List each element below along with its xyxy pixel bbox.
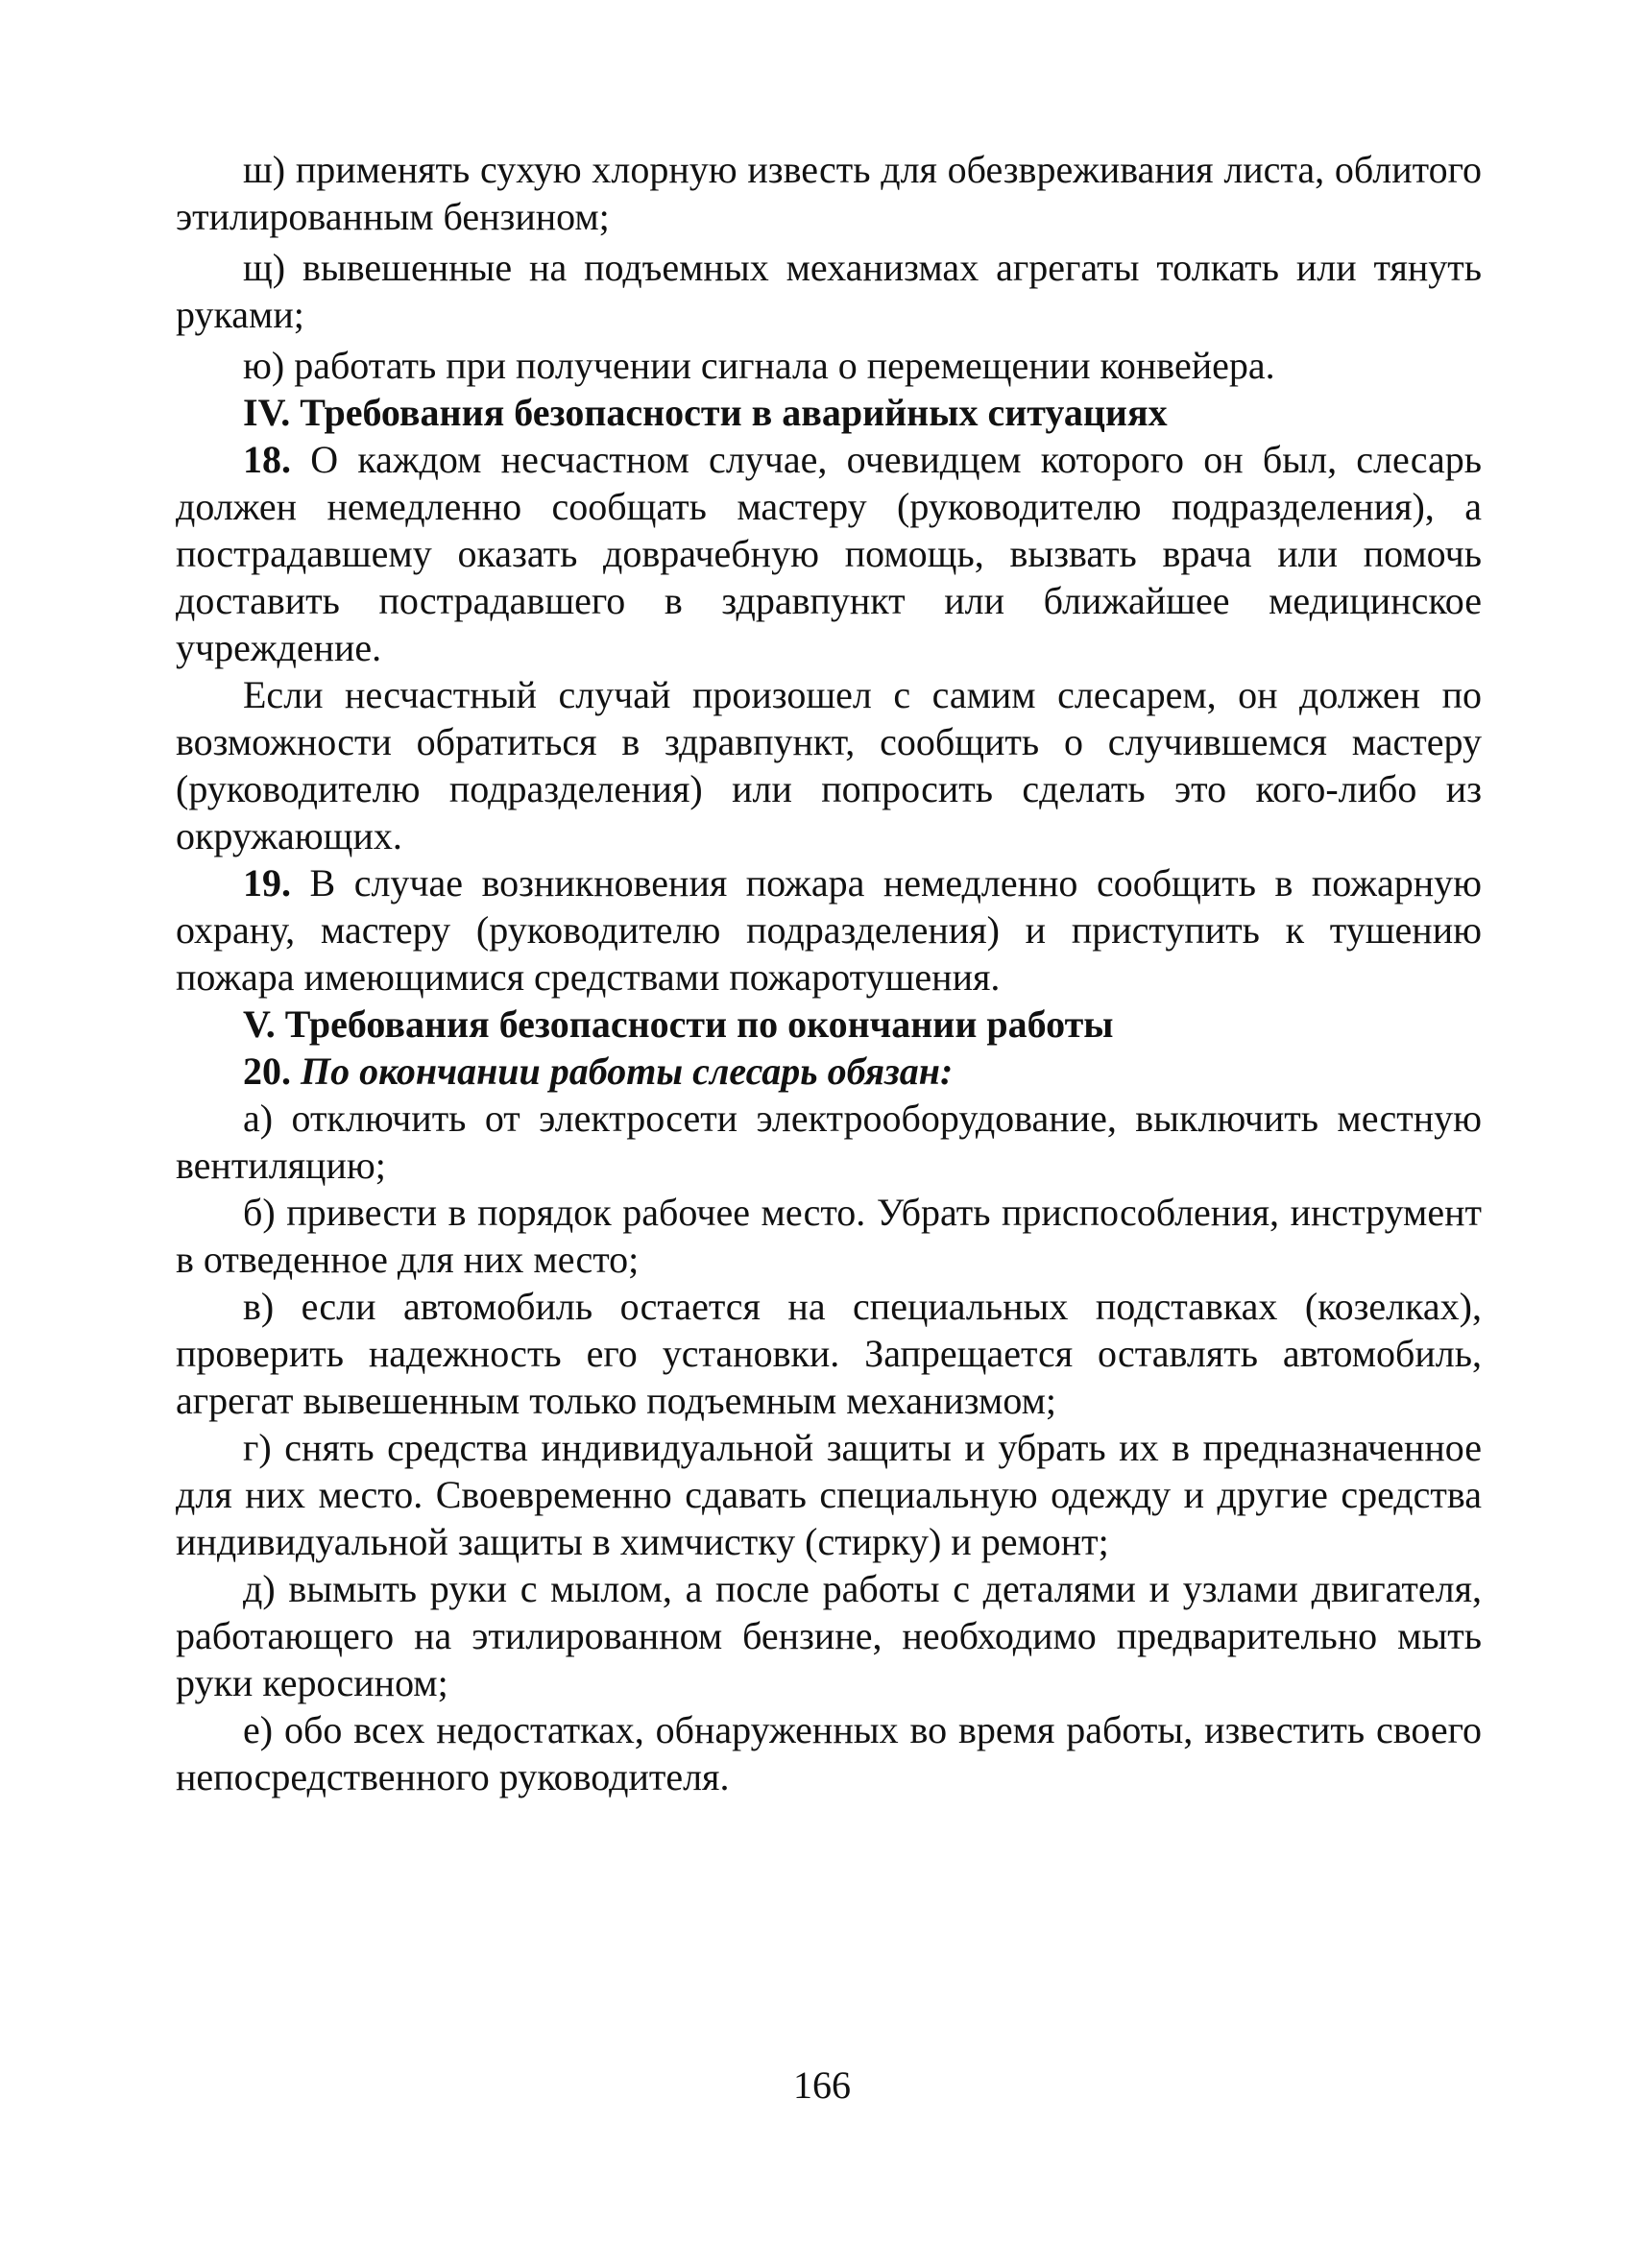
paragraph-20-intro: По окончании работы слесарь обязан:	[291, 1050, 954, 1093]
section-5-heading: V. Требования безопасности по окончании работы	[243, 1002, 1114, 1046]
paragraph-18-text: О каждом несчастном случае, очевидцем которого он был, слесарь должен немедленно сообщать мастеру (руководителю подразделения), а пострадавшему оказать доврачебную помощь, вызвать врача или помочь доставить пострадавшего в здравпункт или ближайшее медицинское учреждение.	[176, 438, 1482, 669]
page-number: 166	[793, 2063, 851, 2107]
paragraph-18-number: 18.	[243, 438, 291, 481]
page-body	[176, 146, 1482, 1800]
list-item-b: б) привести в порядок рабочее место. Убрать приспособления, инструмент в отведенное для них место;	[176, 1191, 1482, 1281]
paragraph-20-number: 20.	[243, 1050, 291, 1093]
paragraph-18-continued: Если несчастный случай произошел с самим слесарем, он должен по возможности обратиться в здравпункт, сообщить о случившемся мастеру (руководителю подразделения) или попросить сделать это кого-либо из окружающих.	[176, 673, 1482, 857]
list-item-shcha: щ) вывешенные на подъемных механизмах агрегаты толкать или тянуть руками;	[176, 246, 1482, 336]
paragraph-19-text: В случае возникновения пожара немедленно сообщить в пожарную охрану, мастеру (руководителю подразделения) и приступить к тушению пожара имеющимися средствами пожаротушения.	[176, 861, 1482, 999]
paragraph-19	[176, 859, 1482, 1001]
list-item-sha: ш) применять сухую хлорную известь для обезвреживания листа, облитого этилированным бензином;	[176, 148, 1482, 238]
section-4-heading: IV. Требования безопасности в аварийных ситуациях	[243, 391, 1168, 434]
paragraph-19-number: 19.	[243, 861, 291, 905]
list-item-yu: ю) работать при получении сигнала о перемещении конвейера.	[243, 344, 1275, 387]
list-item-e: е) обо всех недостатках, обнаруженных во время работы, известить своего непосредственного руководителя.	[176, 1708, 1482, 1798]
paragraph-20	[176, 1048, 1482, 1095]
list-item-g: г) снять средства индивидуальной защиты и убрать их в предназначенное для них место. Своевременно сдавать специальную одежду и другие средства индивидуальной защиты в химчистку (стирку) и ремонт;	[176, 1426, 1482, 1563]
list-item-v: в) если автомобиль остается на специальных подставках (козелках), проверить надежность его установки. Запрещается оставлять автомобиль, агрегат вывешенным только подъемным механизмом;	[176, 1285, 1482, 1422]
paragraph-18	[176, 436, 1482, 671]
list-item-d: д) вымыть руки с мылом, а после работы с деталями и узлами двигателя, работающего на этилированном бензине, необходимо предварительно мыть руки керосином;	[176, 1567, 1482, 1704]
list-item-a: а) отключить от электросети электрооборудование, выключить местную вентиляцию;	[176, 1097, 1482, 1187]
